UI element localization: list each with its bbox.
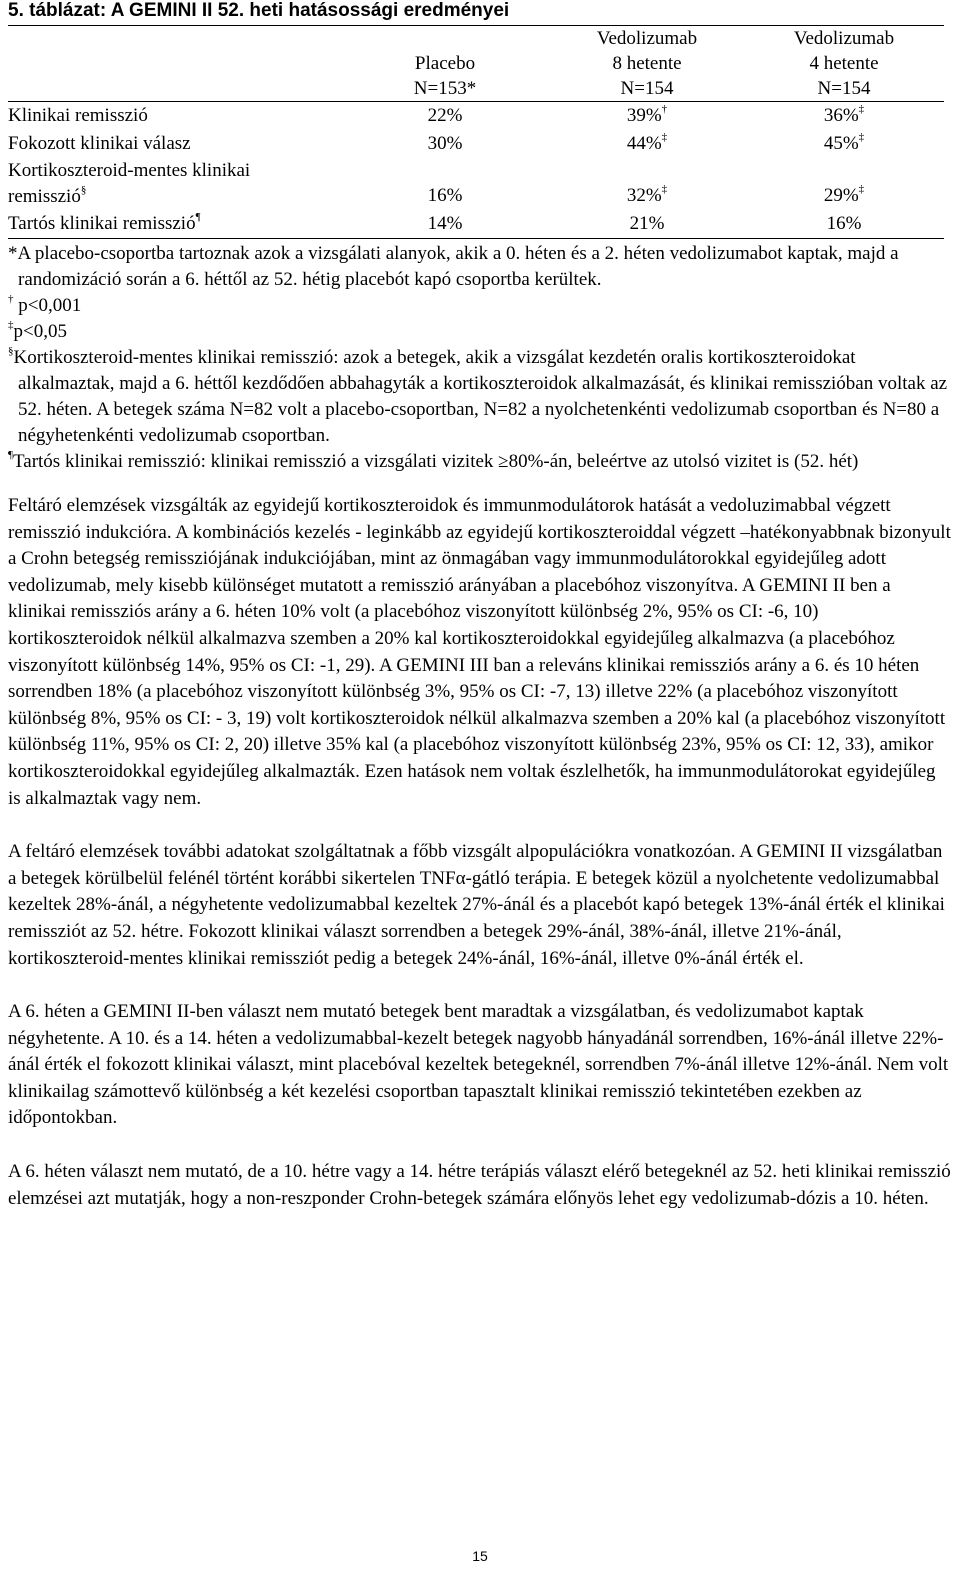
row-label: remisszió <box>8 186 81 207</box>
row-label-line1: Kortikoszteroid-mentes klinikai <box>8 160 251 181</box>
body-paragraph: A feltáró elemzések további adatokat szolgáltatnak a főbb vizsgált alpopulációkra vonatkozóan. A GEMINI II vizsgálatban a betegek körülbelül felénél történt korábbi sikertelen TNFα-gátló terápia. E betegek közül a nyolchetente vedolizumabbal kezeltek 28%-ánál, a négyhetente vedolizumabbal kezeltek 27%-ánál és a placebót kapó betegek 13%-ánál érték el klinikai remissziót az 52. hétre. Fokozott klinikai választ sorrendben a betegek 29%-ánál, 38%-ánál, illetve 21%-ánál, kortikoszteroid-mentes klinikai remissziót pedig a betegek 24%-ánál, 16%-ánál, illetve 0%-ánál érték el. <box>8 841 945 969</box>
row-label: Fokozott klinikai válasz <box>8 133 191 154</box>
table-footnotes <box>8 241 952 475</box>
table-row <box>8 102 944 131</box>
header-vedo8-line1: Vedolizumab <box>596 28 698 49</box>
cell-vedo8: 21% <box>629 213 665 234</box>
header-empty <box>8 26 340 52</box>
cell-placebo: 22% <box>427 105 463 126</box>
footnote-marker: ¶ <box>8 448 13 461</box>
footnote-text: Tartós klinikai remisszió: klinikai remisszió a vizsgálati vizitek ≥80%-án, beleértve az utolsó vizitet is (52. hét) <box>12 451 859 472</box>
footnote-double-dagger <box>8 319 952 345</box>
footnote-marker: ‡ <box>8 318 14 331</box>
header-vedo4-line3: N=154 <box>817 78 871 99</box>
cell-vedo8: 44% <box>626 133 662 154</box>
footnote-pilcrow <box>8 449 952 475</box>
cell-vedo4: 29% <box>823 185 859 206</box>
header-row <box>8 51 944 76</box>
footnote-text: Kortikoszteroid-mentes klinikai remisszió: azok a betegek, akik a vizsgálat kezdetén oralis kortikoszteroidokat alkalmaztak, majd a 6. héttől kezdődően abbahagyták a kortikoszteroidok alkalmazását, és klinikai remisszióban voltak az 52. héten. A betegek száma N=82 volt a placebo-csoportban, N=82 a nyolchetenkénti vedolizumab csoportban és N=80 a négyhetenkénti vedolizumab csoportban. <box>13 347 948 446</box>
row-label: Tartós klinikai remisszió <box>8 213 196 234</box>
table-row <box>8 130 944 158</box>
cell-vedo4: 36% <box>823 105 859 126</box>
header-row <box>8 76 944 102</box>
table-row <box>8 158 944 210</box>
footnote-section <box>8 345 952 449</box>
cell-placebo: 16% <box>427 185 463 206</box>
cell-marker: ‡ <box>661 130 668 143</box>
table-row <box>8 210 944 239</box>
row-marker: § <box>80 183 87 196</box>
header-placebo-line1: Placebo <box>414 53 476 74</box>
cell-marker: ‡ <box>858 182 865 195</box>
cell-placebo: 14% <box>427 213 463 234</box>
cell-vedo4: 16% <box>826 213 862 234</box>
footnote-marker: § <box>8 344 14 357</box>
header-placebo <box>340 26 550 52</box>
header-vedo4-line2: 4 hetente <box>809 53 879 74</box>
body-paragraph: Feltáró elemzések vizsgálták az egyidejű kortikoszteroidok és immunmodulátorok hatását a vedoluzimabbal végzett remisszió indukcióra. A kombinációs kezelés - leginkább az egyidejű kortikoszteroiddal végzett –hatékonyabbnak bizonyult a Crohn betegség remissziójának indukciójában, mint az önmagában vagy immunmodulátorokkal egyidejűleg adott vedolizumab, mely kisebb különséget mutatott a remisszió arányában a placebóhoz viszonyítva. A GEMINI II ben a klinikai remissziós arány a 6. héten 10% volt (a placebóhoz viszonyított különbség 2%, 95% os CI: -6, 10) kortikoszteroidok nélkül alkalmazva szemben a 20% kal kortikoszteroidokkal egyidejűleg alkalmazva (a placebóhoz viszonyított különbség 14%, 95% os CI: -1, 29). A GEMINI III ban a releváns klinikai remissziós arány a 6. és 10 héten sorrendben 18% (a placebóhoz viszonyított különbség 3%, 95% os CI: -7, 13) illetve 22% (a placebóhoz viszonyított különbség 8%, 95% os CI: - 3, 19) volt kortikoszteroidok nélkül alkalmazva szemben a 20% kal (a placebóhoz viszonyított különbség 11%, 95% os CI: 2, 20) illetve 35% kal (a placebóhoz viszonyított különbség 23%, 95% os CI: 12, 33), amikor kortikoszteroidokkal egyidejűleg alkalmazták. Ezen hatások nem voltak észlelhetők, ha immunmodulátorokat egyidejűleg is alkalmaztak vagy nem. <box>8 495 951 809</box>
page-number: 15 <box>472 1548 488 1564</box>
footnote-asterisk: *A placebo-csoportba tartoznak azok a vizsgálati alanyok, akik a 0. héten és a 2. héten vedolizumabot kaptak, majd a randomizáció során a 6. héttől az 52. hétig placebót kapó csoportba kerültek. <box>8 243 899 290</box>
footnote-marker: † <box>8 292 14 305</box>
document-page <box>8 0 952 1212</box>
cell-placebo: 30% <box>427 133 463 154</box>
efficacy-table <box>8 25 944 239</box>
body-paragraph: A 6. héten választ nem mutató, de a 10. hétre vagy a 14. hétre terápiás választ elérő betegeknél az 52. heti klinikai remisszió elemzései azt mutatják, hogy a non-reszponder Crohn-betegek számára előnyös lehet egy vedolizumab-dózis a 10. héten. <box>8 1161 951 1209</box>
row-marker: ¶ <box>195 210 201 223</box>
cell-vedo4: 45% <box>823 133 859 154</box>
header-placebo-line2: N=153* <box>413 78 477 99</box>
header-vedo8-line3: N=154 <box>620 78 674 99</box>
row-label: Klinikai remisszió <box>8 105 148 126</box>
header-row <box>8 26 944 52</box>
cell-marker: † <box>661 102 668 115</box>
cell-marker: ‡ <box>858 130 865 143</box>
header-vedo8-line2: 8 hetente <box>612 53 682 74</box>
cell-vedo8: 39% <box>626 105 662 126</box>
cell-marker: ‡ <box>661 182 668 195</box>
footnote-text: p<0,001 <box>18 295 82 316</box>
cell-vedo8: 32% <box>626 185 662 206</box>
header-vedo4-line1: Vedolizumab <box>793 28 895 49</box>
footnote-dagger <box>8 293 952 319</box>
body-paragraph: A 6. héten a GEMINI II-ben választ nem mutató betegek bent maradtak a vizsgálatban, és vedolizumabot kaptak négyhetente. A 10. és a 14. héten a vedolizumabbal-kezelt betegek nagyobb hányadánál sorrendben, 16%-ánál illetve 22%-ánál érték el fokozott klinikai választ, mint placebóval kezeltek betegeknél, sorrendben 7%-ánál illetve 12%-ánál. Nem volt klinikailag számottevő különbség a két kezelési csoportban tapasztalt klinikai remisszió tekintetében ezekben az időpontokban. <box>8 1001 949 1129</box>
table-title: 5. táblázat: A GEMINI II 52. heti hatásossági eredményei <box>8 0 510 21</box>
cell-marker: ‡ <box>858 102 865 115</box>
footnote-text: p<0,05 <box>13 321 67 342</box>
